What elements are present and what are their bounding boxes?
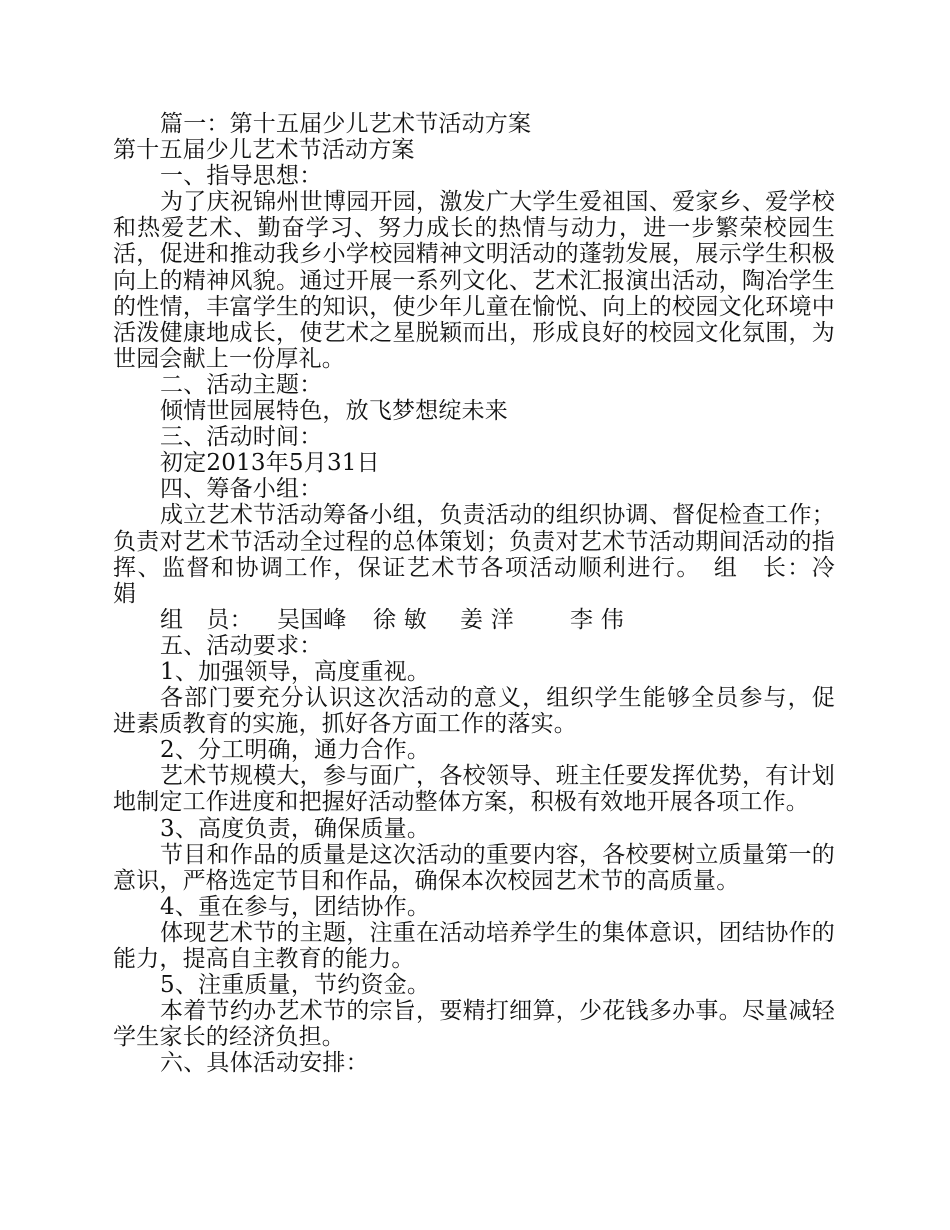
member-name: 吴国峰 (277, 606, 347, 633)
document-line: 体现艺术节的主题，注重在活动培养学生的集体意识，团结协作的 (160, 919, 835, 946)
document-line: 的性情，丰富学生的知识，使少年儿童在愉悦、向上的校园文化环境中 (113, 293, 835, 320)
document-line: 五、活动要求： (160, 632, 323, 659)
member-name: 李 伟 (570, 606, 624, 633)
document-line: 3、高度负责，确保质量。 (160, 815, 431, 842)
document-line: 进素质教育的实施，抓好各方面工作的落实。 (113, 711, 577, 738)
document-line: 六、具体活动安排： (160, 1050, 369, 1077)
document-line: 地制定工作进度和把握好活动整体方案，积极有效地开展各项工作。 (113, 789, 809, 816)
document-line: 篇一：第十五届少儿艺术节活动方案 (160, 111, 532, 137)
document-line: 艺术节规模大，参与面广，各校领导、班主任要发挥优势，有计划 (160, 763, 835, 790)
document-line: 活泼健康地成长，使艺术之星脱颖而出，形成良好的校园文化氛围，为 (113, 319, 835, 346)
document-body (113, 111, 835, 1076)
document-line: 5、注重质量，节约资金。 (160, 972, 431, 999)
document-line: 2、分工明确，通力合作。 (160, 737, 431, 764)
document-line: 第十五届少儿艺术节活动方案 (113, 137, 415, 164)
document-line: 学生家长的经济负担。 (113, 1024, 345, 1051)
document-line: 成立艺术节活动筹备小组，负责活动的组织协调、督促检查工作； (160, 502, 835, 529)
document-line: 意识，严格选定节目和作品，确保本次校园艺术节的高质量。 (113, 867, 740, 894)
document-line: 二、活动主题： (160, 371, 323, 398)
document-line: 活，促进和推动我乡小学校园精神文明活动的蓬勃发展，展示学生积极 (113, 241, 835, 268)
document-line: 四、筹备小组： (160, 476, 323, 503)
document-line: 负责对艺术节活动全过程的总体策划；负责对艺术节活动期间活动的指 (113, 528, 835, 555)
document-line: 各部门要充分认识这次活动的意义，组织学生能够全员参与，促 (160, 685, 835, 712)
document-line: 挥、监督和协调工作，保证艺术节各项活动顺利进行。 组 长：冷 (113, 554, 835, 581)
document-line: 能力，提高自主教育的能力。 (113, 946, 415, 972)
document-line: 和热爱艺术、勤奋学习、努力成长的热情与动力，进一步繁荣校园生 (113, 215, 835, 242)
document-line: 4、重在参与，团结协作。 (160, 893, 431, 920)
document-line: 倾情世园展特色，放飞梦想绽未来 (160, 398, 508, 425)
document-line: 节目和作品的质量是这次活动的重要内容，各校要树立质量第一的 (160, 841, 835, 868)
document-line: 一、指导思想： (160, 163, 323, 190)
document-line: 世园会献上一份厚礼。 (113, 345, 345, 372)
member-name: 徐 敏 (373, 606, 427, 633)
document-line: 为了庆祝锦州世博园开园，激发广大学生爱祖国、爱家乡、爱学校 (160, 189, 835, 216)
member-name: 姜 洋 (460, 606, 514, 633)
document-line: 初定2013年5月31日 (160, 450, 380, 477)
document-line: 娟 (113, 580, 137, 607)
document-line: 向上的精神风貌。通过开展一系列文化、艺术汇报演出活动，陶冶学生 (113, 267, 835, 294)
document-line: 三、活动时间： (160, 424, 323, 451)
document-line: 本着节约办艺术节的宗旨，要精打细算，少花钱多办事。尽量减轻 (160, 998, 835, 1025)
members-label: 组 员： (160, 606, 253, 633)
members-row (113, 607, 835, 633)
document-line: 1、加强领导，高度重视。 (160, 658, 431, 685)
